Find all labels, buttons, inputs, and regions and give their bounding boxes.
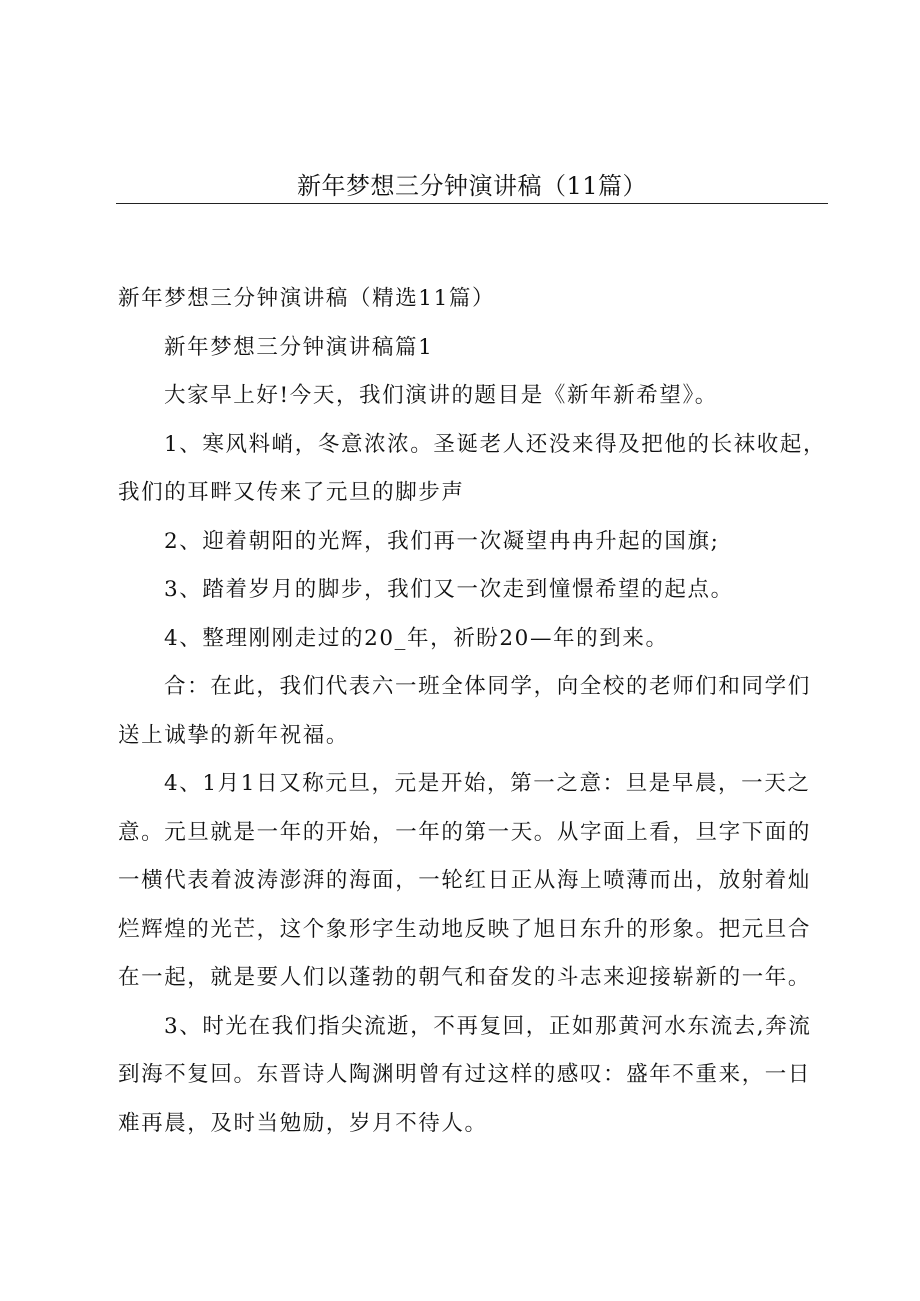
paragraph-line: 烂辉煌的光芒，这个象形字生动地反映了旭日东升的形象。把元旦合 xyxy=(118,916,812,942)
document-body xyxy=(118,275,828,1148)
paragraph-4 xyxy=(118,615,828,664)
paragraph-line: 送上诚挚的新年祝福。 xyxy=(118,722,350,748)
paragraph-line: 2、迎着朝阳的光辉，我们再一次凝望冉冉升起的国旗; xyxy=(164,528,720,554)
paragraph-line: 1、寒风料峭，冬意浓浓。圣诞老人还没来得及把他的长袜收起， xyxy=(164,431,827,457)
paragraph-line: 到海不复回。东晋诗人陶渊明曾有过这样的感叹：盛年不重来，一日 xyxy=(118,1062,812,1087)
title-underline xyxy=(116,203,828,204)
greeting-text: 大家早上好!今天，我们演讲的题目是《新年新希望》。 xyxy=(164,383,718,408)
paragraph-line: 3、踏着岁月的脚步，我们又一次走到憧憬希望的起点。 xyxy=(164,577,734,602)
paragraph-3 xyxy=(118,566,828,615)
paragraph-1 xyxy=(118,421,828,518)
section-heading-text: 新年梦想三分钟演讲稿篇1 xyxy=(164,334,434,360)
document-title: 新年梦想三分钟演讲稿（11篇） xyxy=(296,172,648,200)
paragraph-line: 3、时光在我们指尖流逝，不再复回，正如那黄河水东流去,奔流 xyxy=(164,1013,812,1039)
subtitle-text: 新年梦想三分钟演讲稿（精选11篇） xyxy=(118,286,496,311)
paragraph-2 xyxy=(118,518,828,567)
paragraph-line: 4、1月1日又称元旦，元是开始，第一之意：旦是早晨，一天之 xyxy=(164,771,811,796)
paragraph-line: 我们的耳畔又传来了元旦的脚步声 xyxy=(118,480,465,505)
paragraph-line: 难再晨，及时当勉励，岁月不待人。 xyxy=(118,1110,488,1136)
paragraph-line: 在一起，就是要人们以蓬勃的朝气和奋发的斗志来迎接崭新的一年。 xyxy=(118,965,812,990)
paragraph-7 xyxy=(118,1003,828,1149)
document-subtitle xyxy=(118,275,828,324)
paragraph-line: 合：在此，我们代表六一班全体同学，向全校的老师们和同学们 xyxy=(164,674,811,699)
paragraph-line: 4、整理刚刚走过的20_年，祈盼20—年的到来。 xyxy=(164,625,669,651)
section-heading xyxy=(118,324,828,373)
paragraph-6 xyxy=(118,760,828,1003)
greeting-paragraph xyxy=(118,372,828,421)
paragraph-line: 意。元旦就是一年的开始，一年的第一天。从字面上看，旦字下面的 xyxy=(118,819,812,845)
paragraph-5 xyxy=(118,663,828,760)
paragraph-line: 一横代表着波涛澎湃的海面，一轮红日正从海上喷薄而出，放射着灿 xyxy=(118,868,812,893)
